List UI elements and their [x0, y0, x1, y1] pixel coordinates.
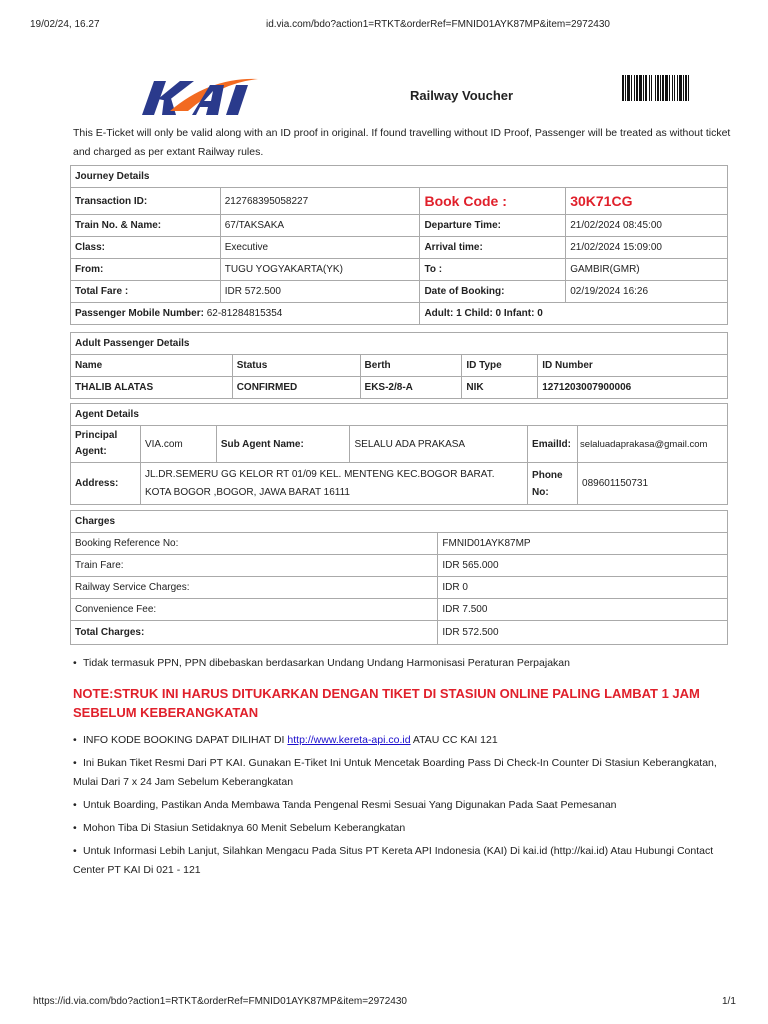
from-label: From:	[71, 259, 221, 281]
booking-date-label: Date of Booking:	[420, 281, 566, 303]
passenger-berth: EKS-2/8-A	[360, 377, 462, 399]
validity-notice: This E-Ticket will only be valid along with an ID proof in original. If found travelling without ID Proof, Passenger will be treated as without ticket and charged as per extant Railway rules.	[73, 127, 731, 158]
email-value: selaluadaprakasa@gmail.com	[578, 426, 728, 463]
departure-label: Departure Time:	[420, 215, 566, 237]
agent-table	[70, 403, 728, 505]
list-item: • Untuk Boarding, Pastikan Anda Membawa Tanda Pengenal Resmi Sesuai Yang Digunakan Pada Saat Pemesanan	[73, 799, 617, 811]
col-header: ID Type	[462, 355, 538, 377]
pax-count: Adult: 1 Child: 0 Infant: 0	[420, 303, 728, 325]
fare-label: Total Fare :	[71, 281, 221, 303]
passenger-id-number: 1271203007900006	[538, 377, 728, 399]
page-number: 1/1	[722, 996, 736, 1007]
charges-table	[70, 510, 728, 645]
passenger-status: CONFIRMED	[232, 377, 360, 399]
barcode-bar	[689, 75, 691, 101]
charge-label: Train Fare:	[71, 555, 438, 577]
charge-label: Railway Service Charges:	[71, 577, 438, 599]
fare-value: IDR 572.500	[220, 281, 420, 303]
charge-value: IDR 0	[438, 577, 728, 599]
col-header: Name	[71, 355, 233, 377]
col-header: Status	[232, 355, 360, 377]
list-item: • Mohon Tiba Di Stasiun Setidaknya 60 Menit Sebelum Keberangkatan	[73, 822, 406, 834]
table-row	[71, 377, 728, 399]
table-row	[71, 599, 728, 621]
tax-note-list	[73, 654, 733, 673]
from-value: TUGU YOGYAKARTA(YK)	[220, 259, 420, 281]
transaction-value: 212768395058227	[220, 188, 420, 215]
table-row	[71, 621, 728, 645]
table-row	[71, 577, 728, 599]
sub-agent-label: Sub Agent Name:	[216, 426, 350, 463]
passenger-name: THALIB ALATAS	[71, 377, 233, 399]
kai-logo	[140, 75, 380, 121]
passenger-id-type: NIK	[462, 377, 538, 399]
charge-value: IDR 7.500	[438, 599, 728, 621]
principal-agent-value: VIA.com	[140, 426, 216, 463]
list-item: • Untuk Informasi Lebih Lanjut, Silahkan Mengacu Pada Situs PT Kereta API Indonesia (KAI) Di kai.id (http://kai.id) Atau Hubungi Contact Center PT KAI Di 021 - 121	[73, 845, 714, 876]
book-code-label: Book Code :	[420, 188, 566, 215]
class-value: Executive	[220, 237, 420, 259]
charge-value: FMNID01AYK87MP	[438, 533, 728, 555]
train-value: 67/TAKSAKA	[220, 215, 420, 237]
to-label: To :	[420, 259, 566, 281]
charge-label: Booking Reference No:	[71, 533, 438, 555]
booking-date-value: 02/19/2024 16:26	[566, 281, 728, 303]
class-label: Class:	[71, 237, 221, 259]
barcode	[622, 75, 728, 101]
print-datetime: 19/02/24, 16.27	[30, 19, 100, 30]
phone-label: Phone No:	[528, 463, 578, 505]
passenger-section-title: Adult Passenger Details	[71, 333, 728, 355]
print-url-footer: https://id.via.com/bdo?action1=RTKT&orderRef=FMNID01AYK87MP&item=2972430	[33, 996, 407, 1007]
passenger-header-row	[71, 355, 728, 377]
journey-section-title: Journey Details	[71, 166, 728, 188]
print-url-header: id.via.com/bdo?action1=RTKT&orderRef=FMNID01AYK87MP&item=2972430	[266, 19, 610, 30]
voucher-title: Railway Voucher	[410, 88, 514, 103]
charge-value: IDR 565.000	[438, 555, 728, 577]
list-item: • Ini Bukan Tiket Resmi Dari PT KAI. Gunakan E-Tiket Ini Untuk Mencetak Boarding Pass Di Check-In Counter Di Stasiun Keberangkatan, Mulai Dari 7 x 24 Jam Sebelum Keberangkatan	[73, 757, 717, 788]
to-value: GAMBIR(GMR)	[566, 259, 728, 281]
total-charges-value: IDR 572.500	[438, 621, 728, 645]
passenger-table	[70, 332, 728, 399]
principal-agent-label: Principal Agent:	[71, 426, 141, 463]
charges-section-title: Charges	[71, 511, 728, 533]
book-code-value: 30K71CG	[566, 188, 728, 215]
list-item: • INFO KODE BOOKING DAPAT DILIHAT DI http://www.kereta-api.co.id ATAU CC KAI 121	[73, 734, 498, 746]
arrival-value: 21/02/2024 15:09:00	[566, 237, 728, 259]
info-list	[73, 731, 733, 880]
voucher-header	[70, 75, 728, 121]
agent-section-title: Agent Details	[71, 404, 728, 426]
address-label: Address:	[71, 463, 141, 505]
mobile-cell	[71, 303, 420, 325]
table-row	[71, 555, 728, 577]
charge-label: Convenience Fee:	[71, 599, 438, 621]
transaction-label: Transaction ID:	[71, 188, 221, 215]
col-header: ID Number	[538, 355, 728, 377]
mobile-value: 62-81284815354	[206, 308, 283, 319]
red-warning-note: NOTE:STRUK INI HARUS DITUKARKAN DENGAN TIKET DI STASIUN ONLINE PALING LAMBAT 1 JAM SEBELUM KEBERANGKATAN	[73, 686, 700, 720]
list-item: • Tidak termasuk PPN, PPN dibebaskan berdasarkan Undang Undang Harmonisasi Peraturan Perpajakan	[73, 657, 570, 669]
address-value: JL.DR.SEMERU GG KELOR RT 01/09 KEL. MENTENG KEC.BOGOR BARAT. KOTA BOGOR ,BOGOR, JAWA BARAT 16111	[140, 463, 527, 505]
arrival-label: Arrival time:	[420, 237, 566, 259]
train-label: Train No. & Name:	[71, 215, 221, 237]
email-label: EmailId:	[528, 426, 578, 463]
total-charges-label: Total Charges:	[71, 621, 438, 645]
col-header: Berth	[360, 355, 462, 377]
table-row	[71, 533, 728, 555]
kereta-api-link[interactable]: http://www.kereta-api.co.id	[287, 734, 411, 746]
phone-value: 089601150731	[578, 463, 728, 505]
sub-agent-value: SELALU ADA PRAKASA	[350, 426, 528, 463]
mobile-label: Passenger Mobile Number:	[75, 308, 204, 319]
journey-details-table	[70, 165, 728, 325]
departure-value: 21/02/2024 08:45:00	[566, 215, 728, 237]
